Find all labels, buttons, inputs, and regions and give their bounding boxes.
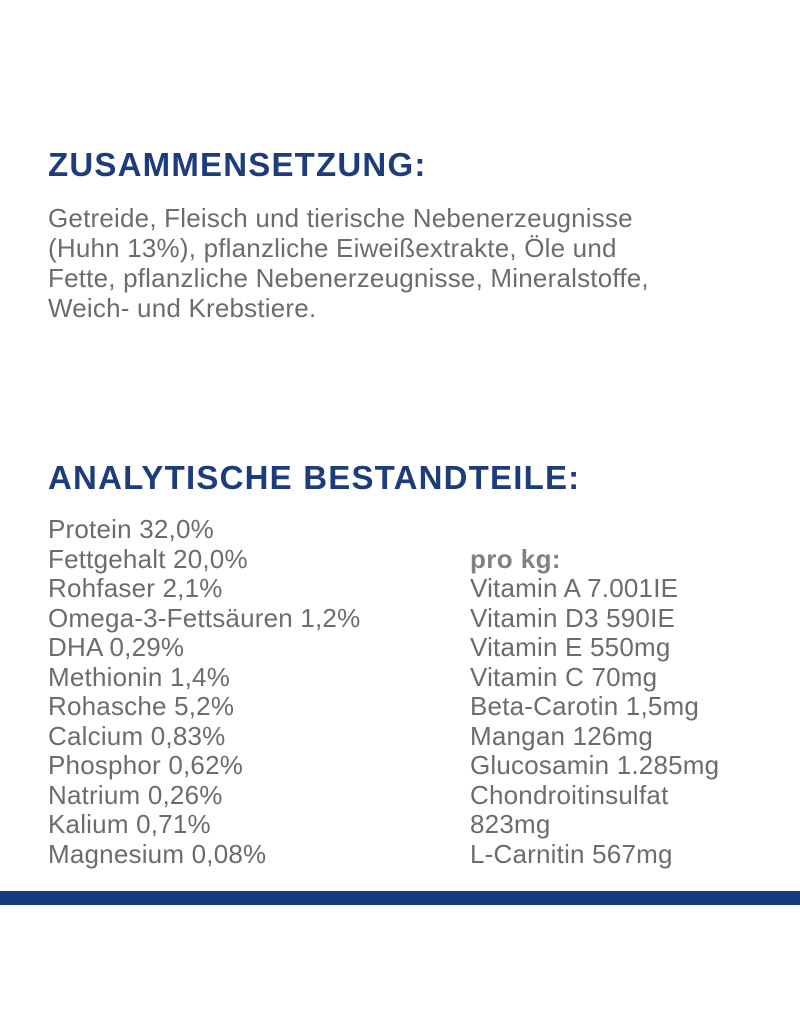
- analysis-item: Glucosamin 1.285mg: [470, 750, 720, 780]
- per-kg-label: pro kg:: [470, 543, 561, 574]
- analysis-item: Methionin 1,4%: [48, 661, 231, 692]
- analysis-heading: ANALYTISCHE BESTANDTEILE:: [48, 459, 581, 496]
- analysis-item: Fettgehalt 20,0%: [48, 543, 248, 574]
- analysis-item: Protein 32,0%: [48, 514, 214, 544]
- analysis-item: Vitamin E 550mg: [470, 632, 671, 662]
- analysis-item: 823mg: [470, 809, 551, 839]
- analysis-item: Rohasche 5,2%: [48, 691, 235, 721]
- analysis-item: Rohfaser 2,1%: [48, 573, 223, 603]
- analysis-item: L-Carnitin 567mg: [470, 838, 673, 869]
- analysis-item: Natrium 0,26%: [48, 779, 223, 810]
- composition-heading: ZUSAMMENSETZUNG:: [48, 146, 427, 183]
- analysis-item: DHA 0,29%: [48, 632, 185, 662]
- analysis-columns: [48, 515, 719, 869]
- footer-accent-bar: [0, 891, 800, 905]
- composition-text-line: (Huhn 13%), pflanzliche Eiweißextrakte, Öle und: [48, 233, 617, 263]
- per-kg-items: [470, 574, 719, 869]
- analysis-item: Omega-3-Fettsäuren 1,2%: [48, 602, 361, 633]
- composition-text-line: Weich- und Krebstiere.: [48, 293, 317, 323]
- composition-text-line: Getreide, Fleisch und tierische Nebenerzeugnisse: [48, 203, 633, 233]
- analysis-left-column: [48, 515, 470, 869]
- analysis-item: Chondroitinsulfat: [470, 779, 669, 810]
- analysis-item: Mangan 126mg: [470, 720, 654, 751]
- analysis-item: Phosphor 0,62%: [48, 750, 244, 780]
- analysis-right-column: [470, 515, 719, 869]
- composition-text: [48, 203, 649, 323]
- analysis-item: Vitamin C 70mg: [470, 661, 658, 692]
- analysis-item: Calcium 0,83%: [48, 720, 226, 751]
- analysis-item: Magnesium 0,08%: [48, 838, 267, 869]
- composition-text-line: Fette, pflanzliche Nebenerzeugnisse, Mineralstoffe,: [48, 263, 649, 293]
- analysis-item: Kalium 0,71%: [48, 809, 211, 839]
- analysis-item: Vitamin A 7.001IE: [470, 573, 679, 603]
- analysis-item: Vitamin D3 590IE: [470, 602, 676, 633]
- analysis-item: Beta-Carotin 1,5mg: [470, 691, 700, 721]
